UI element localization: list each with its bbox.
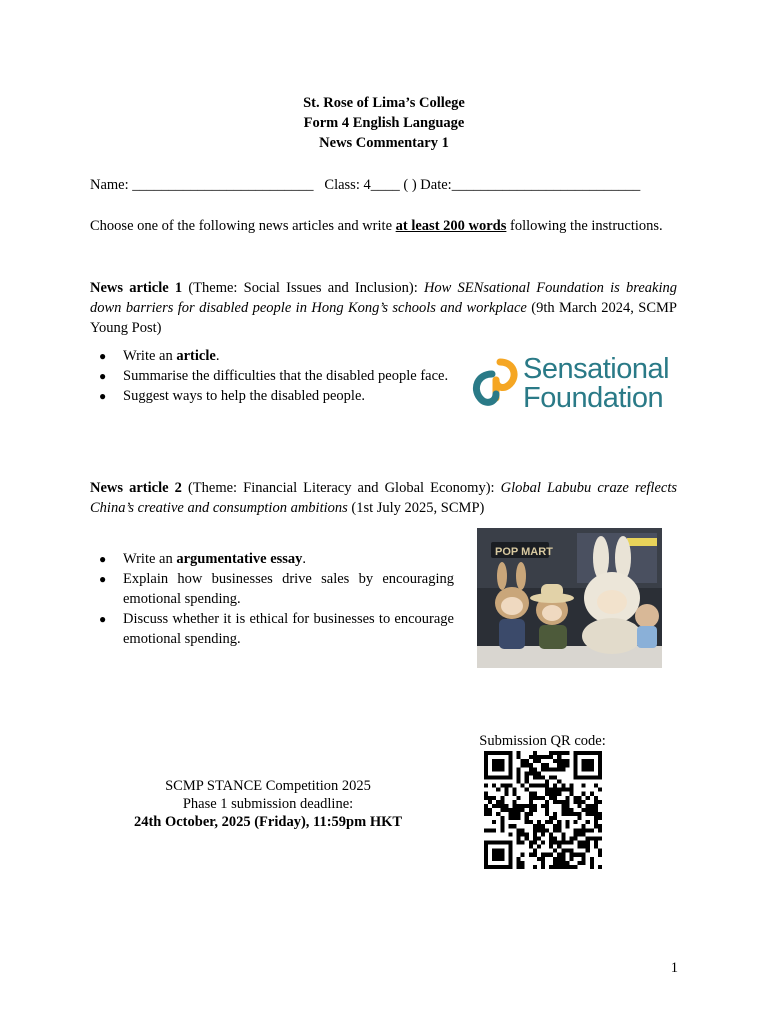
date-blank[interactable]: __________________________: [451, 177, 641, 193]
student-info-line: [90, 175, 677, 195]
instructions-text-end: following the instructions.: [506, 218, 663, 234]
class-number-blank[interactable]: ( ): [403, 177, 417, 193]
instructions-text: Choose one of the following news articles and write: [90, 218, 396, 234]
logo-mark-icon: [470, 354, 522, 416]
school-name: St. Rose of Lima’s College: [303, 95, 465, 111]
class-label[interactable]: Class: 4____: [324, 177, 400, 193]
date-label: Date:: [420, 177, 452, 193]
article-1-source: (9th March 2024, SCMP Young Post): [90, 300, 677, 336]
competition-name: SCMP STANCE Competition 2025: [165, 778, 371, 794]
name-label: Name:: [90, 177, 129, 193]
word-count-emphasis: at least 200 words: [395, 218, 507, 234]
article-2-source: (1st July 2025, SCMP): [347, 500, 485, 516]
list-item: ● Write an argumentative essay.: [99, 551, 307, 567]
logo-wordmark: Sensational Foundation: [523, 353, 670, 414]
submission-qr-code[interactable]: [484, 751, 602, 869]
article-2-headline: Global Labubu craze reflects China’s creative and consumption ambitions: [90, 480, 677, 516]
sensational-foundation-logo: [470, 354, 675, 416]
article-1-headline: How SENsational Foundation is breaking down barriers for disabled people in Hong Kong’s schools and workplace: [90, 280, 678, 316]
competition-info: [100, 777, 436, 831]
instructions: [90, 216, 677, 236]
qr-label: Submission QR code:: [479, 733, 606, 749]
page-number: 1: [670, 960, 678, 976]
list-item: ● Write an article.: [99, 348, 220, 364]
article-2-theme: (Theme: Financial Literacy and Global Economy):: [181, 480, 501, 496]
article-1-theme: (Theme: Social Issues and Inclusion):: [182, 280, 424, 296]
article-2-heading: [90, 478, 677, 518]
list-item: ● Explain how businesses drive sales by encouraging emotional spending.: [99, 571, 454, 607]
article-2-label: News article 2: [90, 480, 182, 496]
store-sign: POP MART: [495, 546, 553, 558]
document-header: [0, 93, 768, 153]
article-1-heading: [90, 278, 677, 338]
labubu-photo: [477, 528, 662, 668]
subject-name: Form 4 English Language: [303, 115, 465, 131]
list-item: ● Suggest ways to help the disabled people.: [99, 388, 366, 404]
list-item: ● Summarise the difficulties that the disabled people face.: [99, 368, 449, 384]
submission-deadline: 24th October, 2025 (Friday), 11:59pm HKT: [133, 814, 403, 830]
article-2-tasks: [90, 549, 454, 649]
document-title: News Commentary 1: [319, 135, 449, 151]
article-1-label: News article 1: [90, 280, 183, 296]
qr-code-icon[interactable]: [484, 751, 602, 869]
article-1-tasks: [90, 346, 454, 406]
list-item: ● Discuss whether it is ethical for businesses to encourage emotional spending.: [99, 611, 454, 647]
name-blank[interactable]: _________________________: [132, 177, 314, 193]
submission-phase: Phase 1 submission deadline:: [182, 796, 354, 812]
